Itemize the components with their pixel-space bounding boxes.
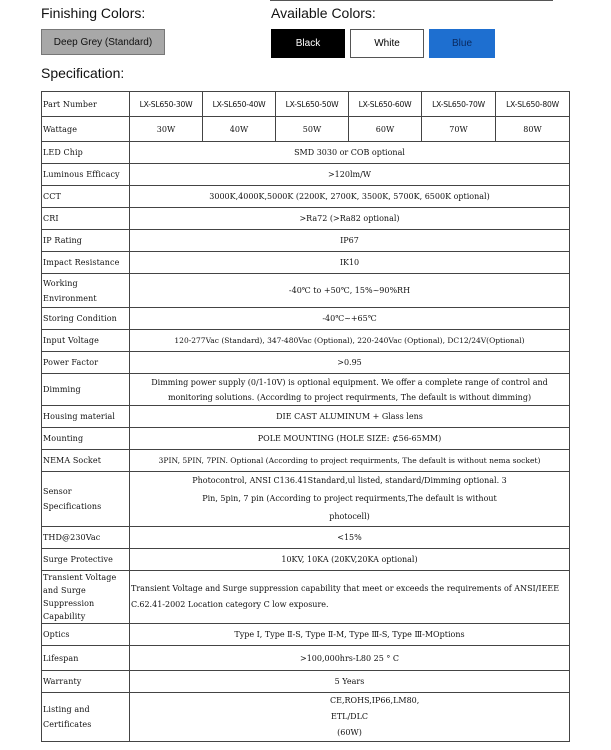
row-label: Listing and Certificates xyxy=(42,693,130,742)
table-row xyxy=(42,374,570,406)
row-value: -40℃~+65℃ xyxy=(130,308,570,330)
finishing-colors-heading: Finishing Colors: xyxy=(41,5,146,21)
row-label: Part Number xyxy=(42,92,130,117)
row-label: Input Voltage xyxy=(42,330,130,352)
table-row-part-number xyxy=(42,92,570,117)
table-row xyxy=(42,308,570,330)
row-value: SMD 3030 or COB optional xyxy=(130,142,570,164)
row-value: 120-277Vac (Standard), 347-480Vac (Optional), 220-240Vac (Optional), DC12/24V(Optional) xyxy=(130,330,570,352)
wattage-cell: 50W xyxy=(276,117,349,142)
row-value: IP67 xyxy=(130,230,570,252)
swatch-blue xyxy=(429,29,495,58)
swatch-deep-grey xyxy=(41,29,165,55)
row-value: 5 Years xyxy=(130,671,570,693)
part-number-cell: LX-SL650-70W xyxy=(422,92,496,117)
row-value: POLE MOUNTING (HOLE SIZE: ⊄56-65MM) xyxy=(130,428,570,450)
top-rule xyxy=(270,0,553,1)
row-label: Surge Protective xyxy=(42,549,130,571)
part-number-cell: LX-SL650-60W xyxy=(349,92,422,117)
part-number-cell: LX-SL650-40W xyxy=(203,92,276,117)
row-label: Storing Condition xyxy=(42,308,130,330)
row-value: IK10 xyxy=(130,252,570,274)
swatch-blue-label: Blue xyxy=(451,38,472,49)
row-label: Mounting xyxy=(42,428,130,450)
wattage-cell: 60W xyxy=(349,117,422,142)
specification-heading: Specification: xyxy=(41,65,125,81)
spec-table xyxy=(41,91,570,742)
table-row xyxy=(42,142,570,164)
row-label: Luminous Efficacy xyxy=(42,164,130,186)
row-value: >120lm/W xyxy=(130,164,570,186)
table-row xyxy=(42,646,570,671)
swatch-black xyxy=(271,29,345,58)
row-label: Transient Voltage and Surge Suppression Capability xyxy=(42,571,130,624)
row-label: Power Factor xyxy=(42,352,130,374)
available-colors-heading: Available Colors: xyxy=(271,5,376,21)
row-label: CCT xyxy=(42,186,130,208)
row-label: NEMA Socket xyxy=(42,450,130,472)
row-value: Dimming power supply (0/1-10V) is optional equipment. We offer a complete range of control and monitoring solutions. (According to project requirments, The default is without dimming) xyxy=(130,374,570,406)
swatch-white-label: White xyxy=(374,38,400,49)
table-row xyxy=(42,252,570,274)
row-label: IP Rating xyxy=(42,230,130,252)
table-row xyxy=(42,352,570,374)
table-row xyxy=(42,208,570,230)
row-value: <15% xyxy=(130,527,570,549)
wattage-cell: 80W xyxy=(496,117,570,142)
table-row xyxy=(42,624,570,646)
row-value: DIE CAST ALUMINUM + Glass lens xyxy=(130,406,570,428)
table-row xyxy=(42,186,570,208)
wattage-cell: 30W xyxy=(130,117,203,142)
row-label: Dimming xyxy=(42,374,130,406)
row-label: Warranty xyxy=(42,671,130,693)
row-label: LED Chip xyxy=(42,142,130,164)
table-row xyxy=(42,230,570,252)
row-label: Working Environment xyxy=(42,274,130,308)
table-row xyxy=(42,428,570,450)
table-row xyxy=(42,164,570,186)
row-label: Wattage xyxy=(42,117,130,142)
row-label: Impact Resistance xyxy=(42,252,130,274)
row-value: >100,000hrs-L80 25 ° C xyxy=(130,646,570,671)
row-label: Lifespan xyxy=(42,646,130,671)
table-row xyxy=(42,450,570,472)
table-row xyxy=(42,274,570,308)
swatch-black-label: Black xyxy=(295,38,321,49)
row-value: CE,ROHS,IP66,LM80, ETL/DLC (60W) xyxy=(130,693,570,742)
table-row xyxy=(42,693,570,742)
row-value: Photocontrol, ANSI C136.41Standard,ul listed, standard/Dimming optional. 3 Pin, 5pin, 7 pin (According to project requirments,The default is without photocell) xyxy=(130,472,570,527)
row-label: THD@230Vac xyxy=(42,527,130,549)
row-label: Optics xyxy=(42,624,130,646)
row-value: Type Ⅰ, Type Ⅱ-S, Type Ⅱ-M, Type Ⅲ-S, Type Ⅲ-MOptions xyxy=(130,624,570,646)
row-label: Sensor Specifications xyxy=(42,472,130,527)
part-number-cell: LX-SL650-30W xyxy=(130,92,203,117)
row-value: >0.95 xyxy=(130,352,570,374)
swatch-white xyxy=(350,29,424,58)
swatch-deep-grey-label: Deep Grey (Standard) xyxy=(53,36,153,48)
row-value: 3PIN, 5PIN, 7PIN. Optional (According to project requirments, The default is without nema socket) xyxy=(130,450,570,472)
row-value: 3000K,4000K,5000K (2200K, 2700K, 3500K, 5700K, 6500K optional) xyxy=(130,186,570,208)
row-value: Transient Voltage and Surge suppression capability that meet or exceeds the requirements of ANSI/IEEE C.62.41-2002 Location category C low exposure. xyxy=(130,571,570,624)
table-row xyxy=(42,527,570,549)
table-row xyxy=(42,671,570,693)
row-value: 10KV, 10KA (20KV,20KA optional) xyxy=(130,549,570,571)
table-row-wattage xyxy=(42,117,570,142)
table-row xyxy=(42,330,570,352)
wattage-cell: 40W xyxy=(203,117,276,142)
wattage-cell: 70W xyxy=(422,117,496,142)
table-row xyxy=(42,406,570,428)
part-number-cell: LX-SL650-50W xyxy=(276,92,349,117)
row-value: >Ra72 (>Ra82 optional) xyxy=(130,208,570,230)
row-value: -40℃ to +50℃, 15%~90%RH xyxy=(130,274,570,308)
row-label: CRI xyxy=(42,208,130,230)
table-row xyxy=(42,571,570,624)
row-label: Housing material xyxy=(42,406,130,428)
table-row xyxy=(42,472,570,527)
part-number-cell: LX-SL650-80W xyxy=(496,92,570,117)
table-row xyxy=(42,549,570,571)
